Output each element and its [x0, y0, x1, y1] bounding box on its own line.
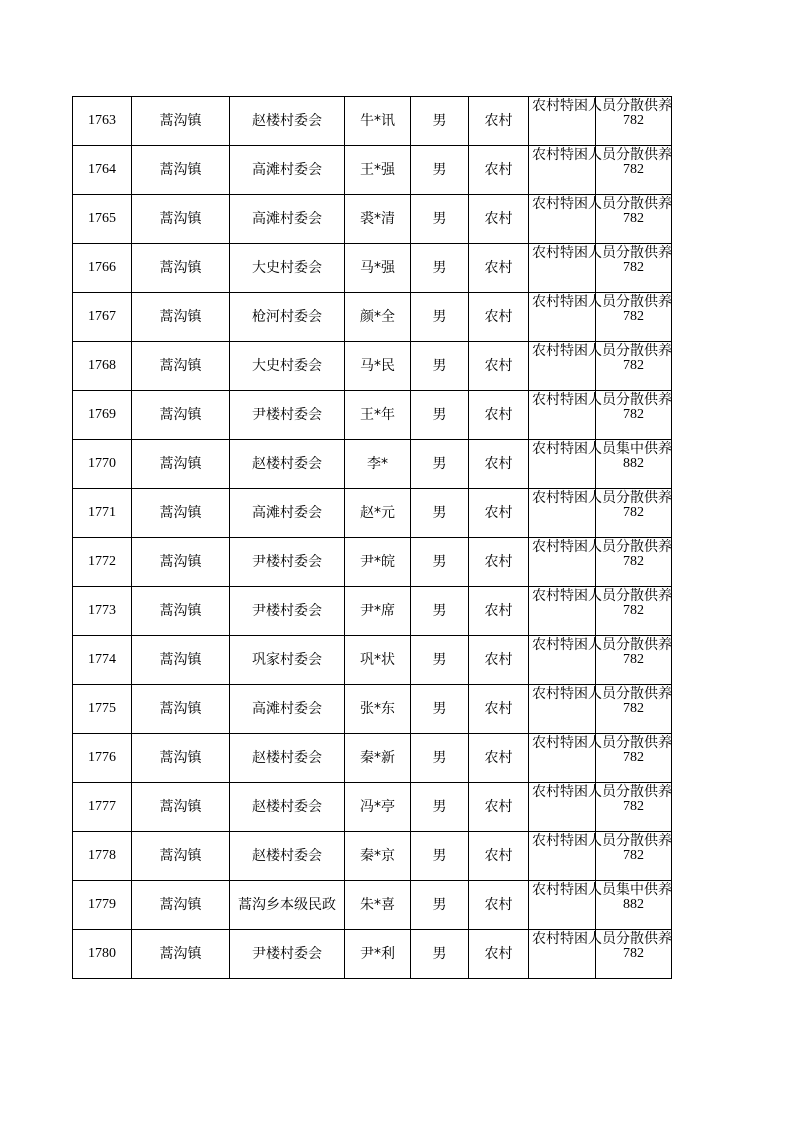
gender-cell: 男 — [411, 881, 469, 930]
town-cell: 蒿沟镇 — [132, 489, 230, 538]
amount-cell: 782 — [596, 342, 672, 391]
person-name-cell: 朱*喜 — [345, 881, 411, 930]
village-cell: 巩家村委会 — [230, 636, 345, 685]
person-name-cell: 冯*亭 — [345, 783, 411, 832]
person-name-cell: 赵*元 — [345, 489, 411, 538]
area-type-cell: 农村 — [469, 881, 529, 930]
gender-cell: 男 — [411, 146, 469, 195]
village-cell: 高滩村委会 — [230, 489, 345, 538]
area-type-cell: 农村 — [469, 195, 529, 244]
table-row — [73, 244, 672, 293]
area-type-cell: 农村 — [469, 146, 529, 195]
person-name-cell: 尹*席 — [345, 587, 411, 636]
support-category-text: 农村特困人员分散供养 — [532, 392, 672, 408]
person-name-cell: 张*东 — [345, 685, 411, 734]
village-cell: 赵楼村委会 — [230, 440, 345, 489]
area-type-cell: 农村 — [469, 832, 529, 881]
village-cell: 尹楼村委会 — [230, 930, 345, 979]
area-type-cell: 农村 — [469, 636, 529, 685]
support-category-text: 农村特困人员分散供养 — [532, 833, 672, 849]
area-type-cell: 农村 — [469, 342, 529, 391]
row-number-cell: 1774 — [73, 636, 132, 685]
person-name-cell: 秦*京 — [345, 832, 411, 881]
table-row — [73, 538, 672, 587]
gender-cell: 男 — [411, 97, 469, 146]
area-type-cell: 农村 — [469, 930, 529, 979]
town-cell: 蒿沟镇 — [132, 195, 230, 244]
row-number-cell: 1767 — [73, 293, 132, 342]
table-row — [73, 685, 672, 734]
table-row — [73, 587, 672, 636]
person-name-cell: 王*年 — [345, 391, 411, 440]
row-number-cell: 1769 — [73, 391, 132, 440]
gender-cell: 男 — [411, 342, 469, 391]
amount-cell: 782 — [596, 783, 672, 832]
town-cell: 蒿沟镇 — [132, 832, 230, 881]
town-cell: 蒿沟镇 — [132, 538, 230, 587]
table-body — [73, 97, 672, 979]
area-type-cell: 农村 — [469, 293, 529, 342]
town-cell: 蒿沟镇 — [132, 146, 230, 195]
support-category-text: 农村特困人员分散供养 — [532, 588, 672, 604]
amount-cell: 782 — [596, 538, 672, 587]
amount-cell: 882 — [596, 881, 672, 930]
row-number-cell: 1773 — [73, 587, 132, 636]
town-cell: 蒿沟镇 — [132, 97, 230, 146]
table-row — [73, 342, 672, 391]
gender-cell: 男 — [411, 685, 469, 734]
table-row — [73, 97, 672, 146]
row-number-cell: 1772 — [73, 538, 132, 587]
support-category-text: 农村特困人员分散供养 — [532, 539, 672, 555]
row-number-cell: 1775 — [73, 685, 132, 734]
support-category-text: 农村特困人员分散供养 — [532, 196, 672, 212]
village-cell: 大史村委会 — [230, 342, 345, 391]
support-category-text: 农村特困人员分散供养 — [532, 98, 672, 114]
person-name-cell: 马*民 — [345, 342, 411, 391]
town-cell: 蒿沟镇 — [132, 734, 230, 783]
amount-cell: 782 — [596, 489, 672, 538]
village-cell: 高滩村委会 — [230, 685, 345, 734]
village-cell: 赵楼村委会 — [230, 832, 345, 881]
gender-cell: 男 — [411, 930, 469, 979]
town-cell: 蒿沟镇 — [132, 685, 230, 734]
town-cell: 蒿沟镇 — [132, 342, 230, 391]
person-name-cell: 王*强 — [345, 146, 411, 195]
row-number-cell: 1766 — [73, 244, 132, 293]
village-cell: 赵楼村委会 — [230, 97, 345, 146]
person-name-cell: 巩*状 — [345, 636, 411, 685]
person-name-cell: 李* — [345, 440, 411, 489]
support-category-text: 农村特困人员分散供养 — [532, 686, 672, 702]
table-row — [73, 881, 672, 930]
gender-cell: 男 — [411, 244, 469, 293]
person-name-cell: 秦*新 — [345, 734, 411, 783]
table-row — [73, 195, 672, 244]
support-category-text: 农村特困人员分散供养 — [532, 931, 672, 947]
area-type-cell: 农村 — [469, 685, 529, 734]
area-type-cell: 农村 — [469, 244, 529, 293]
person-name-cell: 尹*利 — [345, 930, 411, 979]
support-category-text: 农村特困人员分散供养 — [532, 245, 672, 261]
area-type-cell: 农村 — [469, 783, 529, 832]
area-type-cell: 农村 — [469, 440, 529, 489]
gender-cell: 男 — [411, 832, 469, 881]
support-category-text: 农村特困人员分散供养 — [532, 784, 672, 800]
area-type-cell: 农村 — [469, 734, 529, 783]
town-cell: 蒿沟镇 — [132, 244, 230, 293]
amount-cell: 782 — [596, 97, 672, 146]
area-type-cell: 农村 — [469, 489, 529, 538]
amount-cell: 782 — [596, 146, 672, 195]
amount-cell: 782 — [596, 391, 672, 440]
support-category-text: 农村特困人员分散供养 — [532, 735, 672, 751]
table-row — [73, 832, 672, 881]
row-number-cell: 1777 — [73, 783, 132, 832]
area-type-cell: 农村 — [469, 97, 529, 146]
town-cell: 蒿沟镇 — [132, 636, 230, 685]
person-name-cell: 裘*清 — [345, 195, 411, 244]
row-number-cell: 1778 — [73, 832, 132, 881]
town-cell: 蒿沟镇 — [132, 881, 230, 930]
table-row — [73, 734, 672, 783]
town-cell: 蒿沟镇 — [132, 391, 230, 440]
row-number-cell: 1771 — [73, 489, 132, 538]
village-cell: 枪河村委会 — [230, 293, 345, 342]
gender-cell: 男 — [411, 783, 469, 832]
table-row — [73, 440, 672, 489]
town-cell: 蒿沟镇 — [132, 587, 230, 636]
gender-cell: 男 — [411, 587, 469, 636]
row-number-cell: 1776 — [73, 734, 132, 783]
village-cell: 尹楼村委会 — [230, 587, 345, 636]
person-name-cell: 颜*全 — [345, 293, 411, 342]
person-name-cell: 马*强 — [345, 244, 411, 293]
gender-cell: 男 — [411, 538, 469, 587]
person-name-cell: 牛*讯 — [345, 97, 411, 146]
village-cell: 尹楼村委会 — [230, 538, 345, 587]
gender-cell: 男 — [411, 293, 469, 342]
amount-cell: 782 — [596, 930, 672, 979]
person-name-cell: 尹*皖 — [345, 538, 411, 587]
support-category-text: 农村特困人员分散供养 — [532, 294, 672, 310]
amount-cell: 882 — [596, 440, 672, 489]
gender-cell: 男 — [411, 489, 469, 538]
amount-cell: 782 — [596, 244, 672, 293]
amount-cell: 782 — [596, 734, 672, 783]
area-type-cell: 农村 — [469, 391, 529, 440]
amount-cell: 782 — [596, 685, 672, 734]
town-cell: 蒿沟镇 — [132, 293, 230, 342]
amount-cell: 782 — [596, 293, 672, 342]
amount-cell: 782 — [596, 195, 672, 244]
records-table — [72, 96, 672, 979]
town-cell: 蒿沟镇 — [132, 440, 230, 489]
gender-cell: 男 — [411, 636, 469, 685]
gender-cell: 男 — [411, 734, 469, 783]
row-number-cell: 1779 — [73, 881, 132, 930]
amount-cell: 782 — [596, 832, 672, 881]
table-row — [73, 636, 672, 685]
table-row — [73, 489, 672, 538]
village-cell: 尹楼村委会 — [230, 391, 345, 440]
gender-cell: 男 — [411, 391, 469, 440]
support-category-text: 农村特困人员集中供养 — [532, 441, 672, 457]
table-row — [73, 293, 672, 342]
table-row — [73, 783, 672, 832]
row-number-cell: 1768 — [73, 342, 132, 391]
support-category-text: 农村特困人员分散供养 — [532, 490, 672, 506]
village-cell: 赵楼村委会 — [230, 783, 345, 832]
support-category-text: 农村特困人员集中供养 — [532, 882, 672, 898]
area-type-cell: 农村 — [469, 587, 529, 636]
village-cell: 高滩村委会 — [230, 146, 345, 195]
row-number-cell: 1764 — [73, 146, 132, 195]
amount-cell: 782 — [596, 636, 672, 685]
row-number-cell: 1763 — [73, 97, 132, 146]
table-row — [73, 391, 672, 440]
support-category-text: 农村特困人员分散供养 — [532, 343, 672, 359]
village-cell: 赵楼村委会 — [230, 734, 345, 783]
support-category-text: 农村特困人员分散供养 — [532, 147, 672, 163]
gender-cell: 男 — [411, 440, 469, 489]
village-cell: 高滩村委会 — [230, 195, 345, 244]
row-number-cell: 1770 — [73, 440, 132, 489]
village-cell: 蒿沟乡本级民政 — [230, 881, 345, 930]
village-cell: 大史村委会 — [230, 244, 345, 293]
amount-cell: 782 — [596, 587, 672, 636]
row-number-cell: 1765 — [73, 195, 132, 244]
area-type-cell: 农村 — [469, 538, 529, 587]
town-cell: 蒿沟镇 — [132, 930, 230, 979]
support-category-text: 农村特困人员分散供养 — [532, 637, 672, 653]
table-row — [73, 146, 672, 195]
gender-cell: 男 — [411, 195, 469, 244]
town-cell: 蒿沟镇 — [132, 783, 230, 832]
row-number-cell: 1780 — [73, 930, 132, 979]
table-row — [73, 930, 672, 979]
